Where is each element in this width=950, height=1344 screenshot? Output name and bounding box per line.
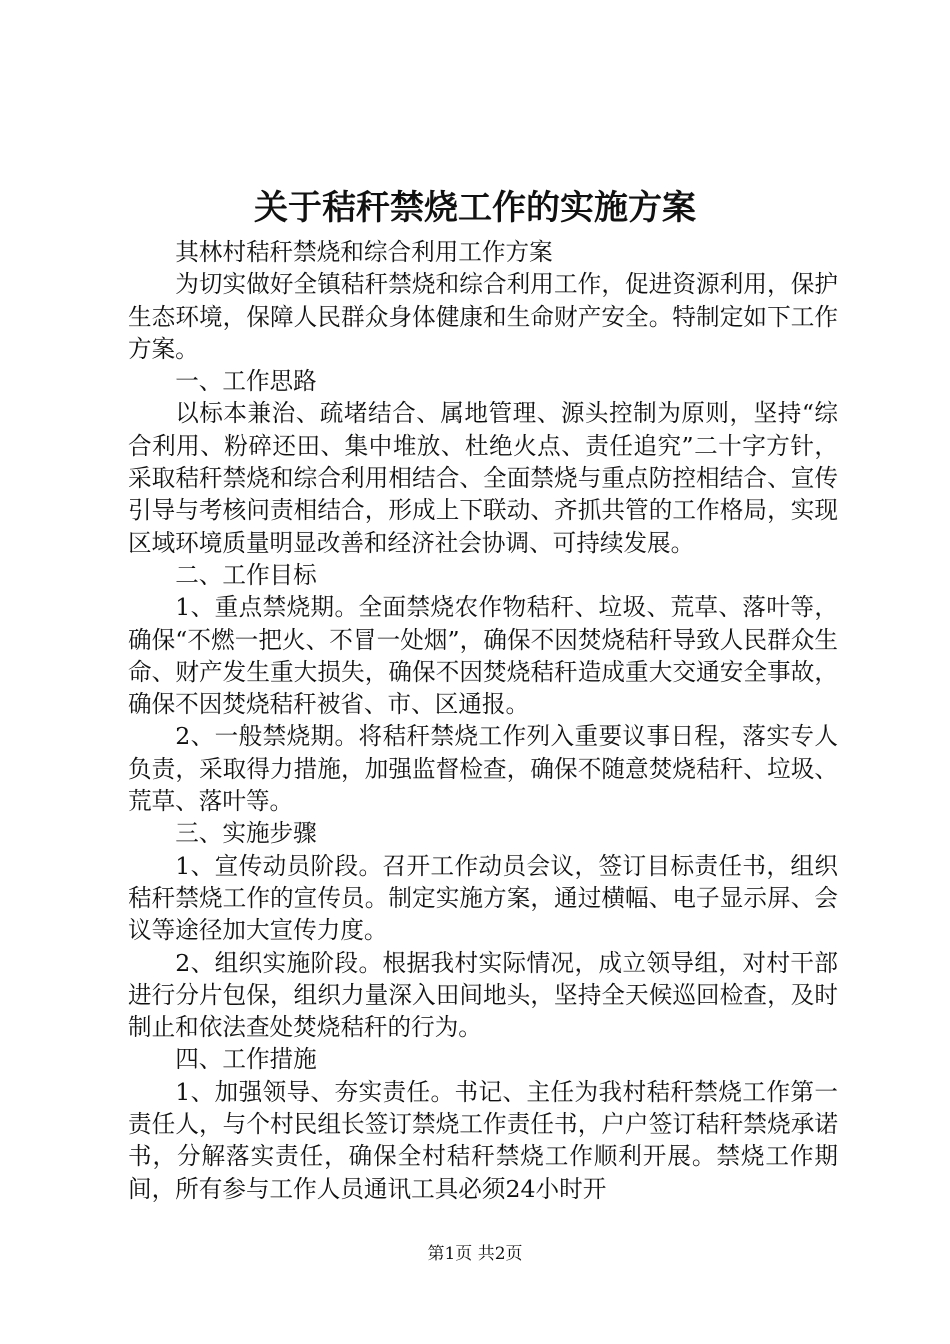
section-heading-3: 三、实施步骤 <box>175 819 317 848</box>
page-indicator: 第1页 共2页 <box>427 1244 523 1264</box>
paragraph: 2、组织实施阶段。根据我村实际情况，成立领导组，对村干部进行分片包保，组织力量深入田间地头，坚持全天候巡回检查，及时制止和依法查处焚烧秸秆的行为。 <box>128 948 838 1042</box>
paragraph: 1、重点禁烧期。全面禁烧农作物秸秆、垃圾、荒草、落叶等，确保“不燃一把火、不冒一处烟”，确保不因焚烧秸秆导致人民群众生命、财产发生重大损失，确保不因焚烧秸秆造成重大交通安全事故，确保不因焚烧秸秆被省、市、区通报。 <box>128 593 838 719</box>
paragraph: 2、一般禁烧期。将秸秆禁烧工作列入重要议事日程，落实专人负责，采取得力措施，加强监督检查，确保不随意焚烧秸秆、垃圾、荒草、落叶等。 <box>128 722 838 816</box>
document-body <box>128 236 838 1205</box>
paragraph-subtitle: 其林村秸秆禁烧和综合利用工作方案 <box>175 238 553 266</box>
paragraph: 1、宣传动员阶段。召开工作动员会议，签订目标责任书，组织秸秆禁烧工作的宣传员。制定实施方案，通过横幅、电子显示屏、会议等途径加大宣传力度。 <box>128 851 838 945</box>
section-heading-4: 四、工作措施 <box>175 1045 317 1074</box>
paragraph: 1、加强领导、夯实责任。书记、主任为我村秸秆禁烧工作第一责任人，与个村民组长签订禁烧工作责任书，户户签订秸秆禁烧承诺书，分解落实责任，确保全村秸秆禁烧工作顺利开展。禁烧工作期间，所有参与工作人员通讯工具必须24小时开 <box>128 1077 838 1203</box>
section-heading-1: 一、工作思路 <box>175 367 317 396</box>
section-heading-2: 二、工作目标 <box>175 560 317 589</box>
paragraph: 以标本兼治、疏堵结合、属地管理、源头控制为原则，坚持“综合利用、粉碎还田、集中堆放、杜绝火点、责任追究”二十字方针，采取秸秆禁烧和综合利用相结合、全面禁烧与重点防控相结合、宣传引导与考核问责相结合，形成上下联动、齐抓共管的工作格局，实现区域环境质量明显改善和经济社会协调、可持续发展。 <box>128 399 838 557</box>
document-title: 关于秸秆禁烧工作的实施方案 <box>254 188 696 228</box>
paragraph-intro: 为切实做好全镇秸秆禁烧和综合利用工作，促进资源利用，保护生态环境，保障人民群众身体健康和生命财产安全。特制定如下工作方案。 <box>128 270 838 363</box>
